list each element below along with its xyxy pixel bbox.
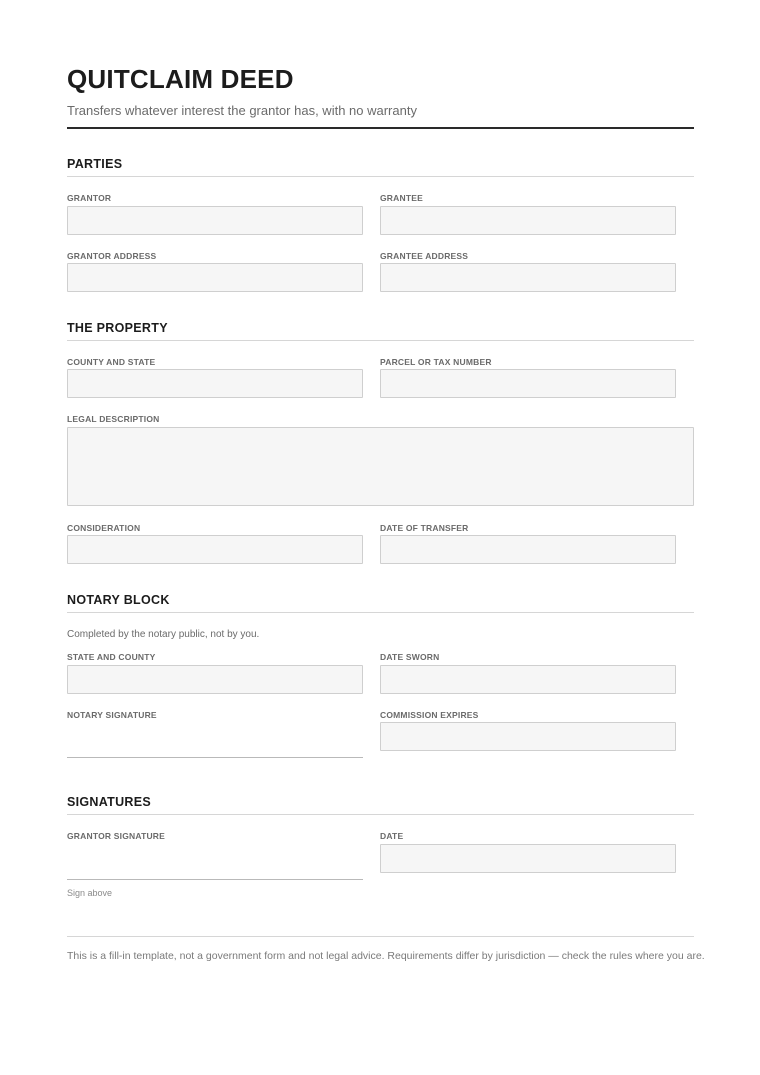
sign-above-note: Sign above (67, 888, 113, 898)
legal-description-label: LEGAL DESCRIPTION (67, 414, 160, 424)
grantee-address-label: GRANTEE ADDRESS (380, 251, 469, 261)
grantee-address-field[interactable] (380, 263, 676, 292)
section-heading-signatures: SIGNATURES (67, 795, 694, 815)
signature-date-field[interactable] (380, 844, 676, 873)
footer-disclaimer: This is a fill-in template, not a government form and not legal advice. Requirements differ by jurisdiction — check the rules where you are. (67, 950, 705, 962)
consideration-field[interactable] (67, 535, 363, 564)
grantee-field[interactable] (380, 206, 676, 235)
commission-expires-field[interactable] (380, 722, 676, 751)
legal-description-field[interactable] (67, 427, 694, 506)
grantor-label: GRANTOR (67, 193, 112, 203)
date-of-transfer-field[interactable] (380, 535, 676, 564)
date-of-transfer-label: DATE OF TRANSFER (380, 523, 469, 533)
county-state-field[interactable] (67, 369, 363, 398)
date-sworn-label: DATE SWORN (380, 652, 440, 662)
grantor-address-field[interactable] (67, 263, 363, 292)
consideration-label: CONSIDERATION (67, 523, 141, 533)
section-heading-notary: NOTARY BLOCK (67, 593, 694, 613)
parcel-number-field[interactable] (380, 369, 676, 398)
notary-note: Completed by the notary public, not by you. (67, 629, 260, 640)
grantor-signature-label: GRANTOR SIGNATURE (67, 831, 166, 841)
state-county-label: STATE AND COUNTY (67, 652, 156, 662)
notary-signature-label: NOTARY SIGNATURE (67, 710, 157, 720)
date-sworn-field[interactable] (380, 665, 676, 694)
grantor-address-label: GRANTOR ADDRESS (67, 251, 157, 261)
notary-signature-line[interactable] (67, 757, 363, 758)
section-heading-property: THE PROPERTY (67, 321, 694, 341)
title-divider (67, 127, 694, 129)
page-subtitle: Transfers whatever interest the grantor has, with no warranty (67, 103, 417, 118)
page-title: QUITCLAIM DEED (67, 64, 294, 94)
grantee-label: GRANTEE (380, 193, 423, 203)
state-county-field[interactable] (67, 665, 363, 694)
parcel-number-label: PARCEL OR TAX NUMBER (380, 357, 492, 367)
grantor-signature-line[interactable] (67, 879, 363, 880)
grantor-field[interactable] (67, 206, 363, 235)
section-heading-parties: PARTIES (67, 157, 694, 177)
county-state-label: COUNTY AND STATE (67, 357, 156, 367)
commission-expires-label: COMMISSION EXPIRES (380, 710, 479, 720)
signature-date-label: DATE (380, 831, 404, 841)
footer-divider (67, 936, 694, 937)
